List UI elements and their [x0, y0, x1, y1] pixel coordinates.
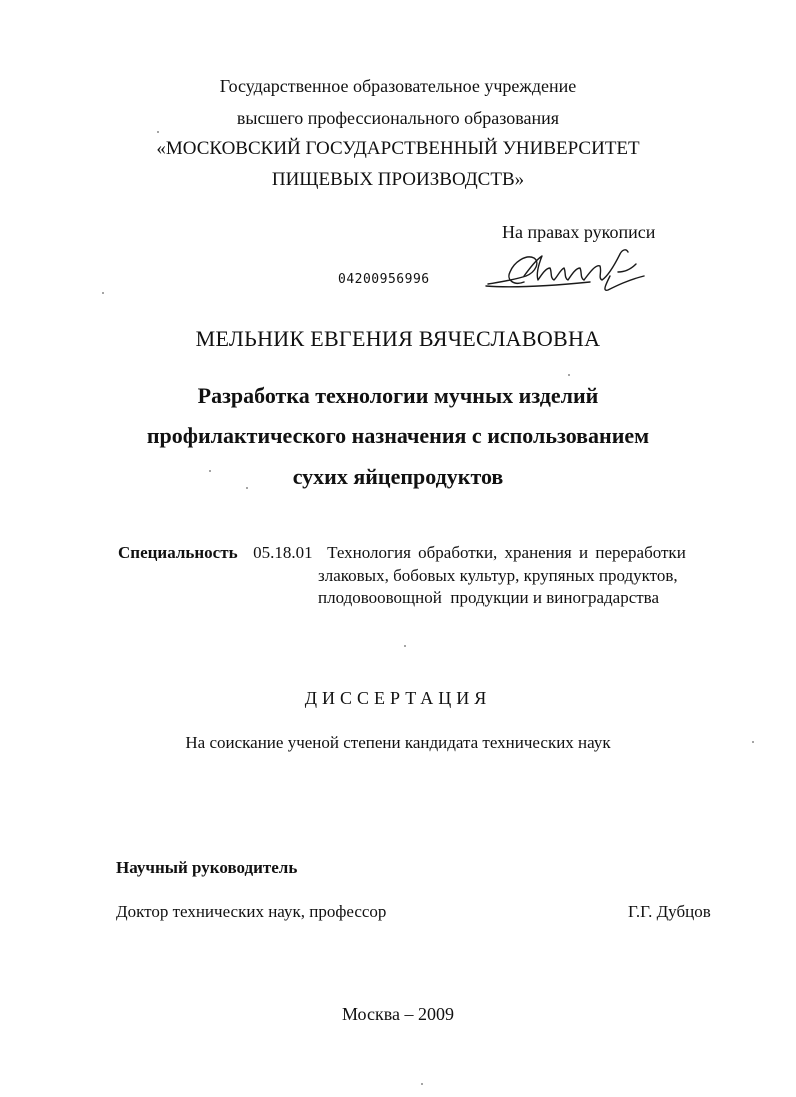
institution-line-3: «МОСКОВСКИЙ ГОСУДАРСТВЕННЫЙ УНИВЕРСИТЕТ [156, 138, 640, 159]
scan-speck [246, 487, 248, 489]
specialty-code: 05.18.01 [253, 543, 313, 562]
scan-speck [752, 741, 754, 743]
specialty-line-2: злаковых, бобовых культур, крупяных продуктов, [318, 566, 678, 585]
city-year: Москва – 2009 [342, 1004, 454, 1024]
specialty-label: Специальность [118, 543, 238, 562]
specialty-line-3: плодовоовощной продукции и виноградарства [318, 588, 660, 607]
institution-line-1: Государственное образовательное учреждение [219, 76, 577, 96]
specialty-line-1: Технология обработки, хранения и переработки [327, 543, 686, 562]
document-type: ДИССЕРТАЦИЯ [304, 688, 492, 708]
supervisor-name: Г.Г. Дубцов [628, 902, 711, 921]
title-line-2: профилактического назначения с использованием [146, 423, 650, 448]
supervisor-position: Доктор технических наук, профессор [116, 902, 387, 921]
scan-speck [209, 470, 211, 472]
registration-code: 04200956996 [338, 272, 430, 287]
manuscript-note: На правах рукописи [502, 222, 656, 242]
institution-line-2: высшего профессионального образования [236, 108, 560, 128]
scan-speck [102, 292, 104, 294]
scan-speck [568, 374, 570, 376]
scan-speck [157, 131, 159, 133]
author-signature [480, 246, 660, 298]
scan-speck [404, 645, 406, 647]
institution-line-4: ПИЩЕВЫХ ПРОИЗВОДСТВ» [271, 169, 525, 190]
scan-speck [421, 1083, 423, 1085]
supervisor-label: Научный руководитель [116, 858, 298, 877]
title-line-1: Разработка технологии мучных изделий [197, 383, 599, 408]
author-name: МЕЛЬНИК ЕВГЕНИЯ ВЯЧЕСЛАВОВНА [195, 326, 601, 351]
title-line-3: сухих яйцепродуктов [292, 464, 504, 489]
specialty-row [118, 543, 686, 563]
degree-line: На соискание ученой степени кандидата технических наук [185, 733, 611, 752]
